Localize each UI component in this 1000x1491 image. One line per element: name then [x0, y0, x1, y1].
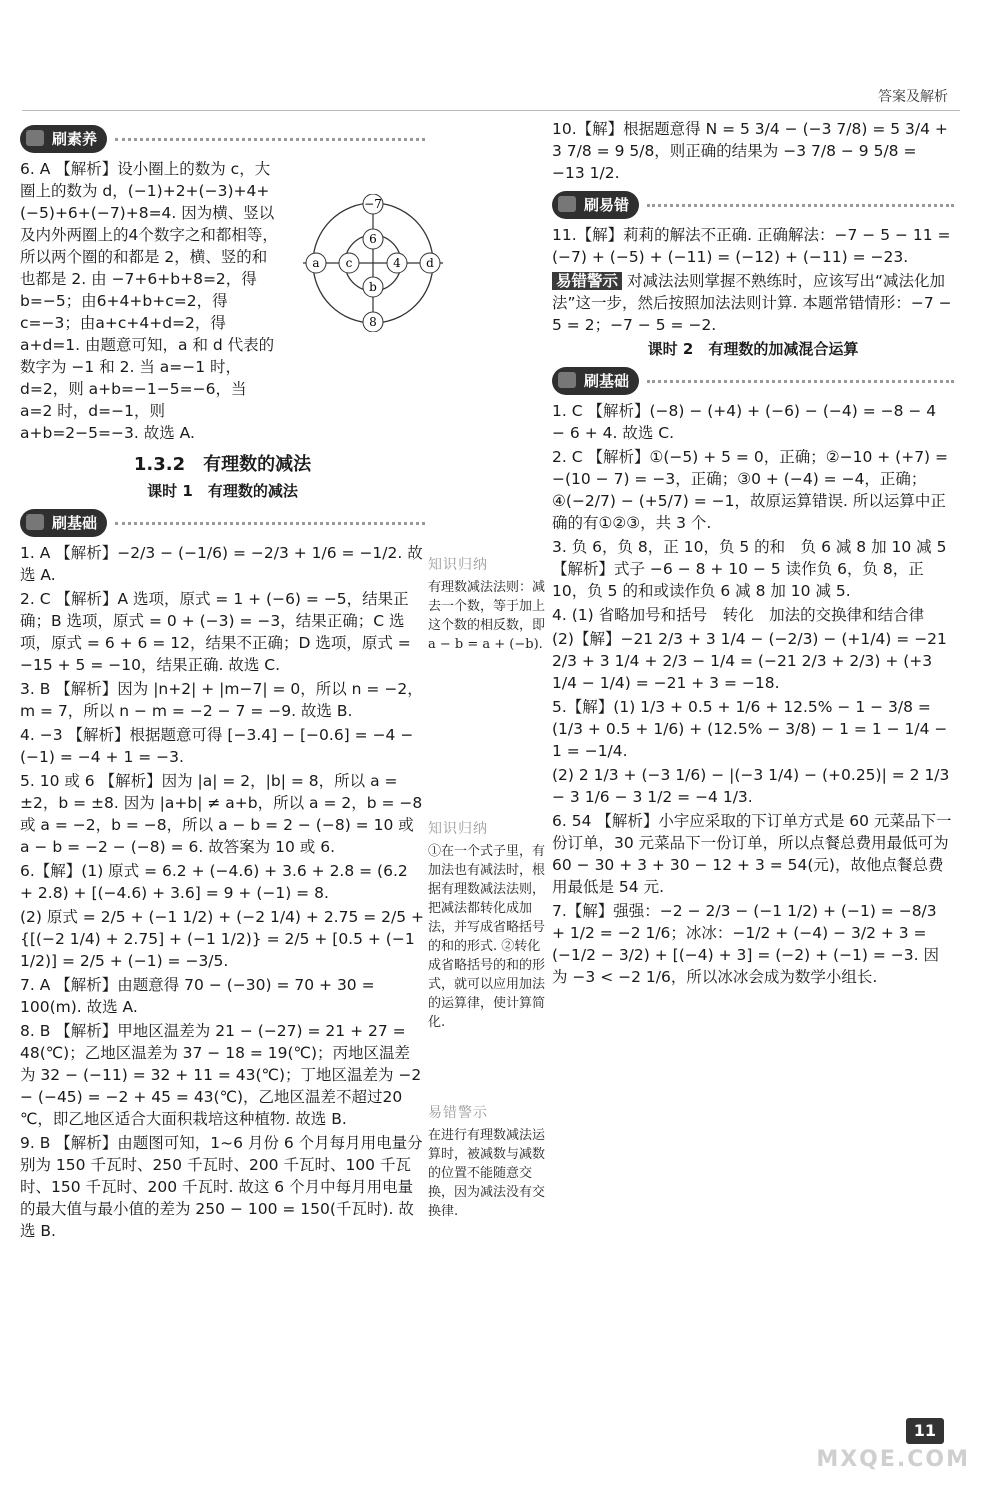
badge-label: 刷素养 [20, 125, 107, 153]
question-r2: 2. C 【解析】①(−5) + 5 = 0，正确；②−10 + (+7) = −(10 − 7) = −3，正确；③0 + (−4) = −4，正确；④(−2/7) − (+5/7) = −1，故原运算错误. 所以运算中正确的有①②③，共 3 个. [552, 448, 949, 532]
question-r1: 1. C 【解析】(−8) − (+4) + (−6) − (−4) = −8 − 4 − 6 + 4. 故选 C. [552, 402, 937, 442]
question-2: 2. C 【解析】A 选项，原式 = 1 + (−6) = −5，结果正确；B 选项，原式 = 0 + (−3) = −3，结果正确；C 选项，原式 = 6 + 6 = 12，结果不正确；D 选项，原式 = −15 + 5 = −10，结果正确. 故选 C. [20, 590, 411, 674]
question-9: 9. B 【解析】由题图可知，1~6 月份 6 个月每月用电量分别为 150 千瓦时、250 千瓦时、200 千瓦时、100 千瓦时、150 千瓦时、200 千瓦时. 故这 6 个月中每月用电量的最大值与最小值的差为 250 − 100 = 150(千瓦时). 故选 B. [20, 1134, 423, 1240]
svg-text:b: b [369, 280, 377, 294]
badge-shua-suyang [20, 124, 425, 154]
question-r4-part2: (2)【解】−21 2/3 + 3 1/4 − (−2/3) − (+1/4) = −21 2/3 + 3 1/4 + 2/3 − 1/4 = (−21 2/3 + 2/3) + (+3 1/4 − 1/4) = −21 + 3 = −18. [552, 630, 947, 692]
side-note-3 [428, 1104, 546, 1221]
question-r5-part2: (2) 2 1/3 + (−3 1/6) − |(−3 1/4) − (+0.25)| = 2 1/3 − 3 1/6 − 3 1/2 = −4 1/3. [552, 766, 950, 806]
badge-label: 刷易错 [552, 191, 639, 219]
question-3: 3. B 【解析】因为 |n+2| + |m−7| = 0，所以 n = −2，m = 7，所以 n − m = −2 − 7 = −9. 故选 B. [20, 680, 423, 720]
warning-text: 对减法法则掌握不熟练时，应该写出“减法化加法”这一步，然后按照加法法则计算. 本题常错情形：−7 − 5 = 2；−7 − 5 = −2. [552, 272, 952, 334]
badge-label: 刷基础 [552, 367, 639, 395]
side-note-title: 知识归纳 [428, 821, 488, 837]
question-6a: 6. A 【解析】设小圈上的数为 c，大圈上的数为 d，(−1)+2+(−3)+4+(−5)+6+(−7)+8=4. 因为横、竖以及内外两圈上的4个数字之和都相等，所以两个圈的和都是 2，横、竖的和也都是 2. 由 −7+6+b+8=2，得 b=−5；由6+4+b+c=2，得 c=−3；由a+c+4+d=2，得 a+d=1. 由题意可知，a 和 d 代表的数字为 −1 和 2. 当 a=−1 时，d=2，则 a+b=−1−5=−6，当 a=2 时，d=−1，则 a+b=2−5=−3. 故选 A. [20, 160, 278, 442]
error-warning [552, 270, 954, 336]
question-4: 4. −3 【解析】根据题意可得 [−3.4] − [−0.6] = −4 − (−1) = −4 + 1 = −3. [20, 726, 414, 766]
dotted-rule [647, 380, 954, 383]
question-8: 8. B 【解析】甲地区温差为 21 − (−27) = 21 + 27 = 48(℃)；乙地区温差为 37 − 18 = 19(℃)；丙地区温差为 32 − (−11) = 32 + 11 = 43(℃)；丁地区温差为 −2 − (−45) = −2 + 45 = 43(℃)，乙地区温差不超过20 ℃，即乙地区适合大面积栽培这种植物. 故选 B. [20, 1022, 422, 1128]
question-11: 11.【解】莉莉的解法不正确. 正确解法：−7 − 5 − 11 = (−7) + (−5) + (−11) = (−12) + (−11) = −23. [552, 226, 951, 266]
side-note-body: 在进行有理数减法运算时，被减数与减数的位置不能随意交换，因为减法没有交换律. [428, 1128, 546, 1219]
badge-shua-jichu-2 [552, 366, 954, 396]
circle-diagram [298, 194, 448, 332]
question-6-part2: (2) 原式 = 2/5 + (−1 1/2) + (−2 1/4) + 2.75 = 2/5 + {[(−2 1/4) + 2.75] + (−1 1/2)} = 2/5 + [0.5 + (−1 1/2)] = 2/5 + (−1) = −3/5. [20, 908, 425, 970]
dotted-rule [647, 204, 954, 207]
side-note-body: ①在一个式子里，有加法也有减法时，根据有理数减法法则，把减法都转化成加法，并写成省略括号的和的形式. ②转化成省略括号的和的形式，就可以应用加法的运算律，使计算简化. [428, 844, 546, 1030]
side-note-title: 知识归纳 [428, 557, 488, 573]
left-column [20, 118, 434, 1244]
right-column [552, 118, 954, 990]
question-r6: 6. 54 【解析】小宇应采取的下订单方式是 60 元菜品下一份订单，30 元菜品下一份订单，所以点餐总费用最低可为 60 − 30 + 3 + 30 − 12 + 3 = 54(元)，故他点餐总费用最低是 54 元. [552, 812, 952, 896]
question-r5-part1: 5.【解】(1) 1/3 + 0.5 + 1/6 + 12.5% − 1 − 3/8 = (1/3 + 0.5 + 1/6) + (12.5% − 3/8) − 1 = 1 − 1/4 − 1 = −1/4. [552, 698, 948, 760]
page-number: 11 [906, 1418, 944, 1444]
svg-text:d: d [426, 256, 434, 270]
question-7: 7. A 【解析】由题意得 70 − (−30) = 70 + 30 = 100(m). 故选 A. [20, 976, 375, 1016]
section-title: 1.3.2 有理数的减法 [133, 454, 312, 475]
dotted-rule [115, 138, 425, 141]
watermark: MXQE.COM [816, 1447, 970, 1472]
page-header: 答案及解析 [878, 89, 948, 105]
badge-label: 刷基础 [20, 509, 107, 537]
lesson-title: 课时 1 有理数的减法 [147, 482, 298, 500]
svg-text:a: a [312, 256, 320, 270]
warning-label: 易错警示 [552, 272, 622, 290]
question-1: 1. A 【解析】−2/3 − (−1/6) = −2/3 + 1/6 = −1/2. 故选 A. [20, 544, 423, 584]
badge-shua-jichu [20, 508, 425, 538]
side-note-2 [428, 820, 546, 1032]
svg-text:8: 8 [369, 315, 377, 329]
question-r3: 3. 负 6，负 8，正 10，负 5 的和 负 6 减 8 加 10 减 5 【解析】式子 −6 − 8 + 10 − 5 读作负 6，负 8，正 10，负 5 的和或读作负 6 减 8 加 10 减 5. [552, 538, 947, 600]
question-r4-part1: 4. (1) 省略加号和括号 转化 加法的交换律和结合律 [552, 606, 925, 624]
side-note-1 [428, 556, 546, 654]
svg-text:6: 6 [369, 232, 377, 246]
svg-text:4: 4 [393, 256, 401, 270]
question-r7: 7.【解】强强：−2 − 2/3 − (−1 1/2) + (−1) = −8/3 + 1/2 = −2 1/6；冰冰：−1/2 + (−4) − 3/2 + 3 = (−1/2 − 3/2) + [(−4) + 3] = (−2) + (−1) = −3. 因为 −3 < −2 1/6，所以冰冰会成为数学小组长. [552, 902, 940, 986]
side-note-body: 有理数减法法则：减去一个数，等于加上这个数的相反数，即 a − b = a + (−b). [428, 580, 546, 652]
question-5: 5. 10 或 6 【解析】因为 |a| = 2，|b| = 8，所以 a = ±2，b = ±8. 因为 |a+b| ≠ a+b，所以 a = 2，b = −8 或 a = −2，b = −8，所以 a − b = 2 − (−8) = 10 或 a − b = −2 − (−8) = 6. 故答案为 10 或 6. [20, 772, 423, 856]
question-6-part1: 6.【解】(1) 原式 = 6.2 + (−4.6) + 3.6 + 2.8 = (6.2 + 2.8) + [(−4.6) + 3.6] = 9 + (−1) = 8. [20, 862, 408, 902]
lesson-title-2: 课时 2 有理数的加减混合运算 [647, 340, 859, 358]
dotted-rule [115, 522, 425, 525]
svg-text:c: c [345, 256, 353, 270]
question-10: 10.【解】根据题意得 N = 5 3/4 − (−3 7/8) = 5 3/4 + 3 7/8 = 9 5/8，则正确的结果为 −3 7/8 − 9 5/8 = −13 1/2. [552, 120, 948, 182]
badge-shua-yicuo [552, 190, 954, 220]
svg-text:−7: −7 [364, 197, 382, 211]
header-rule [22, 110, 960, 111]
side-note-title: 易错警示 [428, 1105, 488, 1121]
